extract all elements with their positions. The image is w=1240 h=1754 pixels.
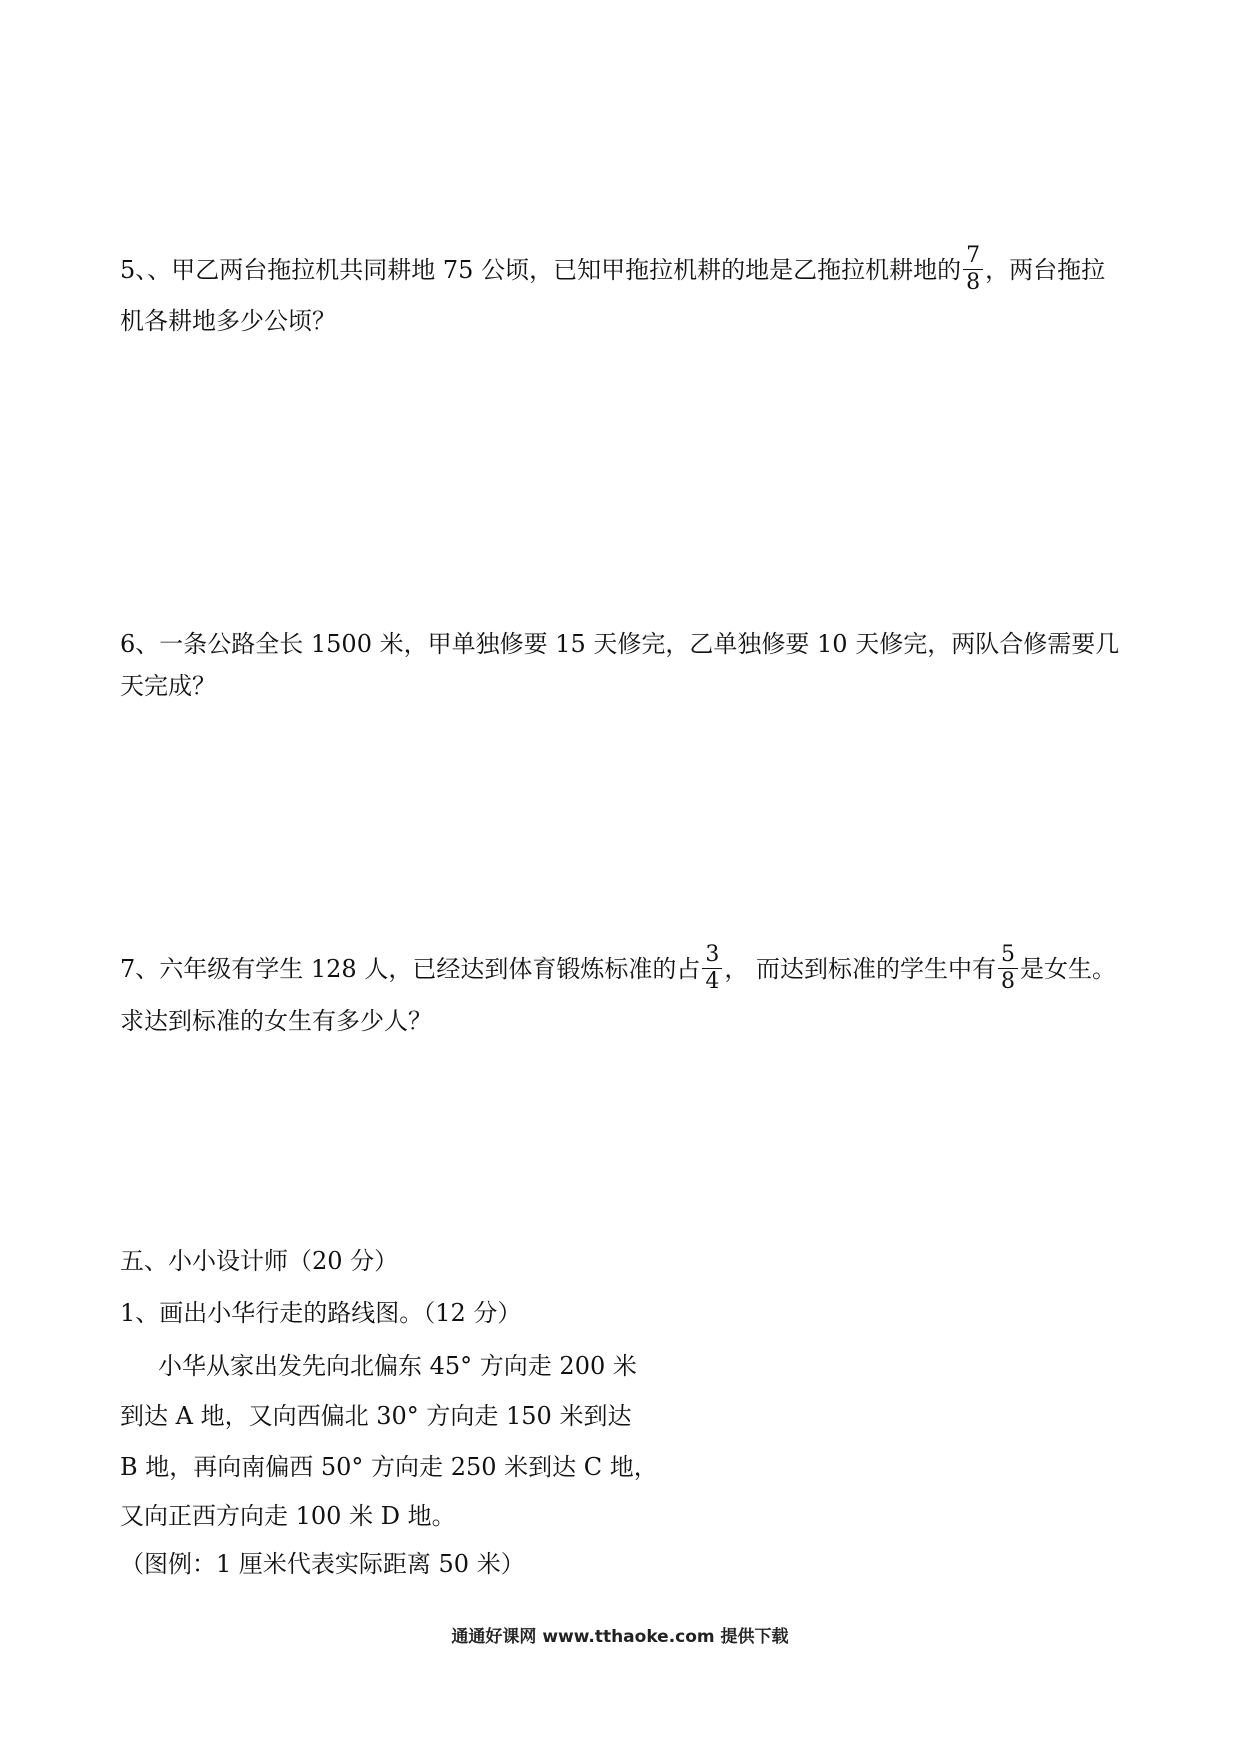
- q6-text-line2: 天完成？: [120, 672, 216, 700]
- q7-text-a: 7、六年级有学生 128 人，已经达到体育锻炼标准的占: [120, 955, 701, 983]
- q6-line-2: [120, 670, 216, 702]
- page-footer: 通通好课网 www.tthaoke.com 提供下载: [451, 1627, 789, 1647]
- section5-route-line-1: 小华从家出发先向北偏东 45° 方向走 200 米: [158, 1352, 637, 1380]
- q7-line-2: [120, 1005, 432, 1037]
- section5-legend-note: （图例：1 厘米代表实际距离 50 米）: [120, 1550, 525, 1578]
- section5-q1-title: 1、画出小华行走的路线图。（12 分）: [120, 1299, 522, 1327]
- section5-title: 五、小小设计师（20 分）: [120, 1247, 399, 1275]
- q7-fraction-2-denominator: 8: [1000, 969, 1015, 994]
- q7-fraction-2-numerator: 5: [998, 942, 1018, 969]
- q7-fraction-1-denominator: 4: [705, 969, 720, 994]
- q5-text-b: ，两台拖拉: [985, 256, 1106, 284]
- q5-text-a: 5、、甲乙两台拖拉机共同耕地 75 公顷，已知甲拖拉机耕的地是乙拖拉机耕地的: [120, 256, 962, 284]
- q7-fraction-2: [998, 942, 1018, 995]
- q7-text-c: 是女生。: [1019, 955, 1116, 983]
- q7-line-1: [120, 944, 1116, 997]
- q6-line-1: [120, 628, 1119, 660]
- q5-fraction-denominator: 8: [966, 270, 981, 295]
- q5-line-1: [120, 245, 1105, 298]
- q7-text-line2: 求达到标准的女生有多少人？: [120, 1007, 432, 1035]
- section5-route-line-2: 到达 A 地，又向西偏北 30° 方向走 150 米到达: [120, 1402, 632, 1430]
- q7-fraction-1-numerator: 3: [702, 942, 722, 969]
- q5-fraction-numerator: 7: [963, 243, 983, 270]
- q7-fraction-1: [702, 942, 722, 995]
- q5-fraction: [963, 243, 983, 296]
- q7-text-b: ， 而达到标准的学生中有: [724, 955, 996, 983]
- section5-route-line-3: B 地，再向南偏西 50° 方向走 250 米到达 C 地，: [120, 1453, 658, 1481]
- q6-text-line1: 6、一条公路全长 1500 米，甲单独修要 15 天修完，乙单独修要 10 天修完，两队合修需要几: [120, 630, 1120, 658]
- q5-line-2: [120, 305, 336, 337]
- q5-text-line2: 机各耕地多少公顷？: [120, 307, 336, 335]
- section5-route-line-4: 又向正西方向走 100 米 D 地。: [120, 1502, 456, 1530]
